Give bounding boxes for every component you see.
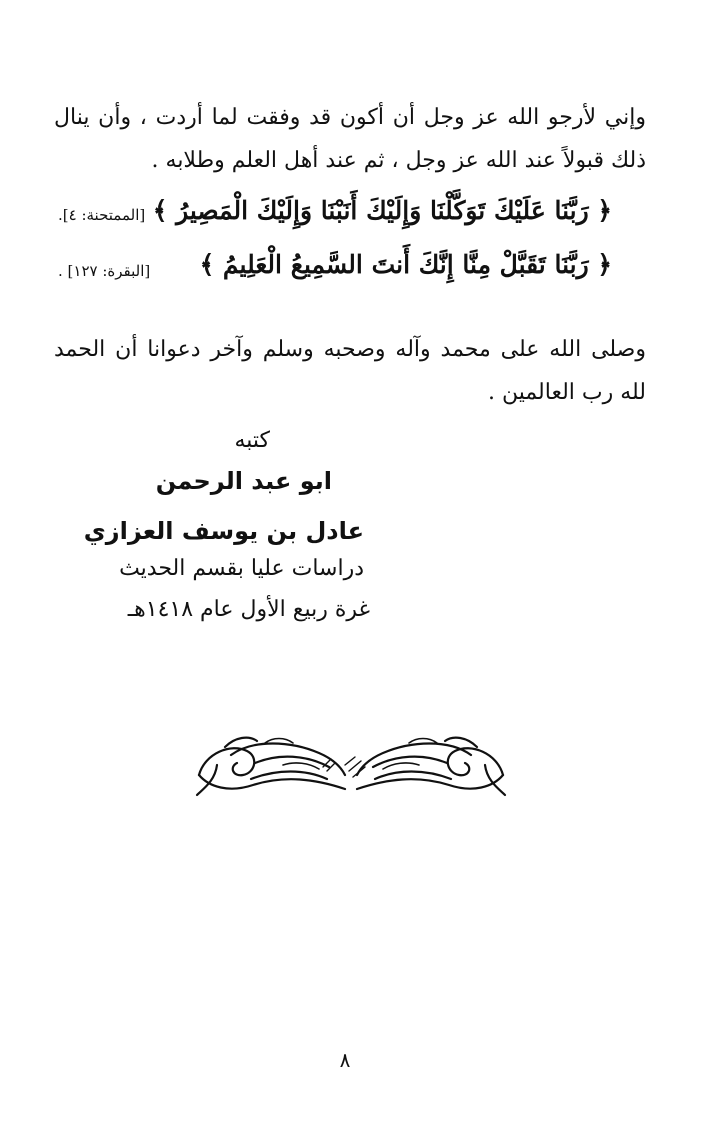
- verse-1-reference: [الممتحنة: ٤].: [58, 206, 146, 224]
- closing-line-2: لله رب العالمين .: [487, 380, 646, 405]
- signature-kunya: ابو عبد الرحمن: [155, 467, 332, 495]
- signature-wrote: كتبه: [234, 428, 270, 453]
- verse-2: ﴿ رَبَّنَا تَقَبَّلْ مِنَّا إِنَّكَ أَنتَ السَّمِيعُ الْعَلِيمُ ﴾: [199, 250, 612, 279]
- signature-date: غرة ربيع الأول عام ١٤١٨هـ: [127, 597, 370, 622]
- closing-line-1: وصلى الله على محمد وآله وصحبه وسلم وآخر دعوانا أن الحمد: [54, 337, 646, 362]
- verse-2-reference: [البقرة: ١٢٧] .: [58, 262, 151, 280]
- floral-divider-icon: [195, 735, 507, 799]
- verse-1: ﴿ رَبَّنَا عَلَيْكَ تَوَكَّلْنَا وَإِلَيْكَ أَنَبْنَا وَإِلَيْكَ الْمَصِيرُ ﴾: [152, 196, 612, 225]
- signature-position: دراسات عليا بقسم الحديث: [119, 556, 364, 581]
- page-number: ٨: [339, 1048, 351, 1072]
- intro-line-2: ذلك قبولاً عند الله عز وجل ، ثم عند أهل العلم وطلابه .: [151, 148, 646, 173]
- intro-line-1: وإني لأرجو الله عز وجل أن أكون قد وفقت لما أردت ، وأن ينال: [54, 105, 646, 130]
- signature-name: عادل بن يوسف العزازي: [83, 517, 364, 545]
